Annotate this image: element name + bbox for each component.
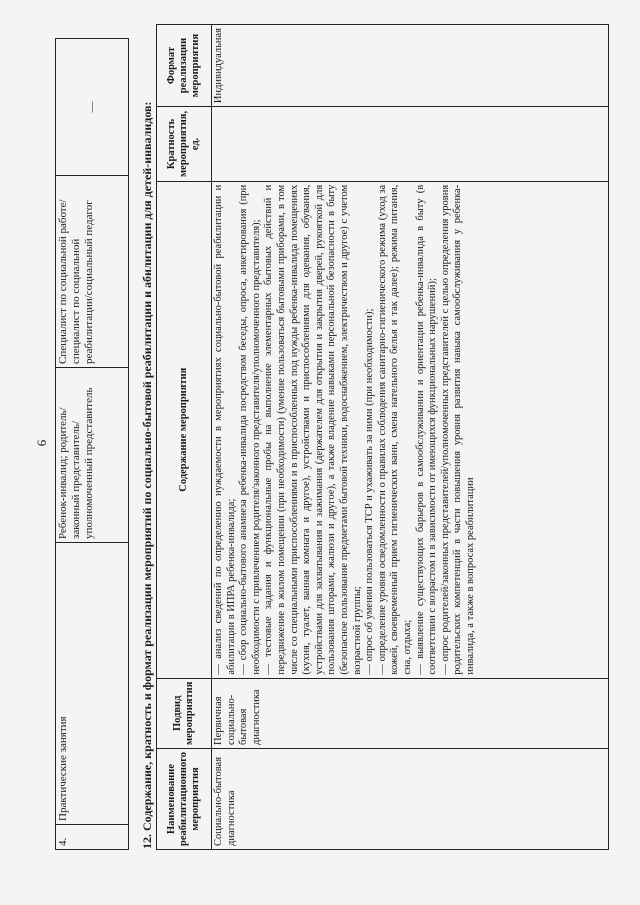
content-item: — сбор социально-бытового анамнеза ребенка-инвалида посредством беседы, опроса, анкетирования (при необходимости с привлечением родителя/законного представителя/уполномоченного представителя); [238, 184, 262, 675]
section-title: 12. Содержание, кратность и формат реализации мероприятий по социально-бытовой реабилитации и абилитации для детей-инвалидов: [140, 101, 154, 849]
cell-name: Социально-бытовая диагностика [212, 749, 609, 850]
content-item: — выявление существующих барьеров в самообслуживании и ориентации ребенка-инвалида в быту (в соответствии с возрастом и в зависимости от имеющихся функциональных нарушений); [414, 184, 439, 675]
table-header-row [157, 25, 212, 850]
table-row [56, 39, 129, 850]
row-number: 4. [56, 825, 129, 850]
header-format: Формат реализации мероприятия [157, 25, 212, 107]
content-item: — опрос об умении пользоваться ТСР и ухаживать за ними (при необходимости); [364, 308, 376, 675]
header-name: Наименование реабилитационного мероприятия [157, 749, 212, 850]
participants-cell: Ребенок-инвалид; родитель/законный представитель/уполномоченный представитель [56, 368, 129, 543]
cell-subtype: Первичная социально-бытовая диагностика [212, 678, 609, 748]
content-item: — тестовые задания и функциональные пробы на выполнение элементарных бытовых действий и передвижение в жилом помещении (при необходимости) (умение пользоваться бытовыми приборами, в том числе со специальными приспособлениями и в приспособленных под нужды ребенка-инвалида помещениях (кухня, туалет, ванная комната и другое), устройствами и приспособлениями для одевания, обувания, устройствами для захватывания и зажимания (держателем для открытия и закрытия дверей, рукояткой для пользования шторами, жалюзи и другое), а также владение навыками персональной безопасности в быту (безопасное пользование предметами бытовой техники, водоснабжением, электричеством и другое) с учетом возрастной группы; [263, 184, 363, 675]
content-item: — опрос родителей/законных представителей/уполномоченных представителей с целью определения уровня родительских компетенций в части повышения уровня развития навыка самообслуживания у ребенка-инвалида, а также в вопросах реабилитации [439, 184, 476, 675]
cell-content [212, 181, 609, 678]
activity-name: Практические занятия [56, 543, 129, 825]
activities-table-continuation [55, 38, 129, 850]
table-row [212, 25, 609, 850]
content-item: — определение уровня осведомленности о правилах соблюдения санитарно-гигиенического режима (уход за кожей, своевременный прием гигиенических ванн, смена нательного белья и так далее); режима питания, сна, отдыха; [376, 184, 413, 675]
specialists-cell: Специалист по социальной работе/специалист по социальной реабилитации/социальный педагог [56, 176, 129, 368]
page-number: 6 [34, 439, 49, 447]
header-subtype: Подвид мероприятия [157, 678, 212, 748]
cell-format: Индивидуальная [212, 25, 609, 107]
header-content: Содержание мероприятия [157, 181, 212, 678]
header-multiplicity: Кратность мероприятия, ед. [157, 107, 212, 182]
empty-dash-cell: — [56, 39, 129, 176]
rehabilitation-table [156, 24, 609, 850]
cell-multiplicity [212, 107, 609, 182]
content-item: — анализ сведений по определению нуждаемости в мероприятиях социально-бытовой реабилитации и абилитации в ИПРА ребенка-инвалида; [213, 184, 237, 675]
